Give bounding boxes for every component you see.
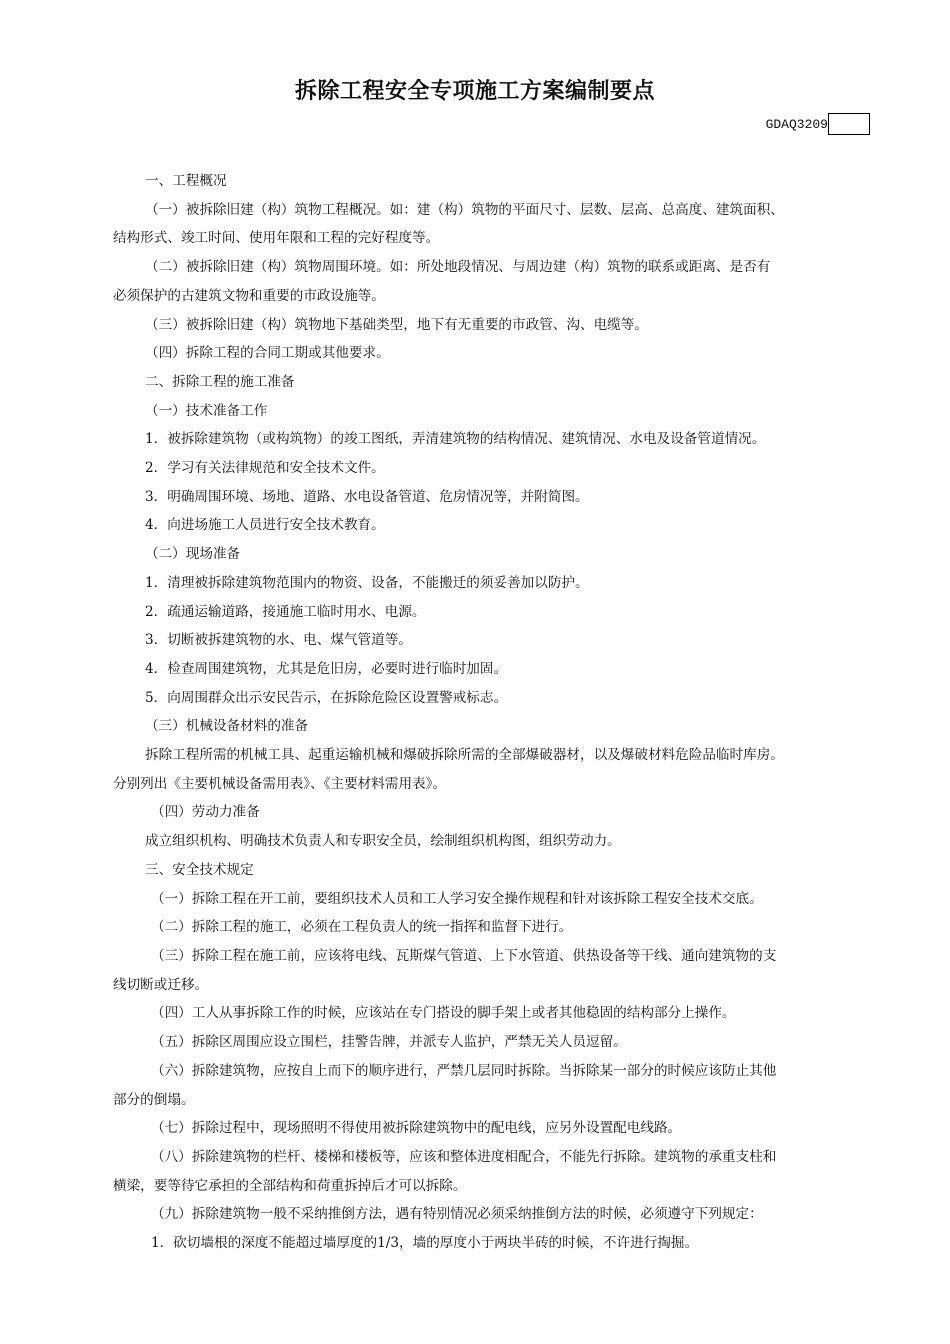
- text-line: 4．检查周围建筑物，尤其是危旧房，必要时进行临时加固。: [145, 660, 508, 677]
- text-line: 分别列出《主要机械设备需用表》、《主要材料需用表》。: [113, 775, 447, 792]
- text-line: 1．砍切墙根的深度不能超过墙厚度的1/3，墙的厚度小于两块半砖的时候，不许进行掏掘。: [151, 1235, 699, 1252]
- text-line: 1．清理被拆除建筑物范围内的物资、设备，不能搬迁的须妥善加以防护。: [145, 574, 589, 591]
- text-line: 4．向进场施工人员进行安全技术教育。: [145, 517, 385, 534]
- document-code: GDAQ3209: [765, 116, 828, 132]
- text-line: （五）拆除区周围应设立围栏，挂警告牌，并派专人监护，严禁无关人员逗留。: [151, 1034, 627, 1051]
- text-line: 一、工程概况: [145, 173, 227, 189]
- text-line: （四）工人从事拆除工作的时候，应该站在专门搭设的脚手架上或者其他稳固的结构部分上操作。: [151, 1005, 736, 1022]
- text-line: 3．切断被拆建筑物的水、电、煤气管道等。: [145, 632, 412, 649]
- text-line: 成立组织机构、明确技术负责人和专职安全员，绘制组织机构图，组织劳动力。: [145, 833, 621, 850]
- text-line: （一）技术准备工作: [145, 402, 268, 419]
- text-line: 三、安全技术规定: [145, 861, 254, 878]
- document-code-field: [766, 113, 870, 135]
- text-line: 必须保护的古建筑文物和重要的市政设施等。: [113, 287, 385, 304]
- text-line: 3．明确周围环境、场地、道路、水电设备管道、危房情况等，并附简图。: [145, 488, 589, 505]
- text-line: 2．学习有关法律规范和安全技术文件。: [145, 460, 385, 477]
- text-line: 横梁，要等待它承担的全部结构和荷重拆掉后才可以拆除。: [113, 1177, 467, 1194]
- text-line: （四）劳动力准备: [151, 804, 260, 821]
- text-line: （七）拆除过程中，现场照明不得使用被拆除建筑物中的配电线，应另外设置配电线路。: [151, 1120, 682, 1137]
- text-line: （四）拆除工程的合同工期或其他要求。: [145, 345, 390, 362]
- text-line: （三）拆除工程在施工前，应该将电线、瓦斯煤气管道、上下水管道、供热设备等干线、通向建筑物的支: [151, 947, 777, 964]
- text-line: （二）现场准备: [145, 546, 241, 563]
- text-line: （六）拆除建筑物，应按自上而下的顺序进行，严禁几层同时拆除。当拆除某一部分的时候应该防止其他: [151, 1062, 777, 1079]
- text-line: 1．被拆除建筑物（或构筑物）的竣工图纸，弄清建筑物的结构情况、建筑情况、水电及设备管道情况。: [145, 431, 766, 448]
- text-line: （二）被拆除旧建（构）筑物周围环境。如：所处地段情况、与周边建（构）筑物的联系或距离、是否有: [145, 259, 771, 276]
- text-line: 线切断或迁移。: [113, 976, 209, 993]
- text-line: 部分的倒塌。: [113, 1091, 195, 1108]
- text-line: 2．疏通运输道路，接通施工临时用水、电源。: [145, 603, 426, 620]
- text-line: （三）机械设备材料的准备: [145, 718, 309, 735]
- text-line: （一）拆除工程在开工前，要组织技术人员和工人学习安全操作规程和针对该拆除工程安全技术交底。: [151, 890, 763, 907]
- document-title: 拆除工程安全专项施工方案编制要点: [294, 79, 655, 104]
- text-line: 二、拆除工程的施工准备: [145, 373, 295, 390]
- text-line: （一）被拆除旧建（构）筑物工程概况。如：建（构）筑物的平面尺寸、层数、层高、总高度、建筑面积、: [145, 201, 784, 218]
- text-line: （三）被拆除旧建（构）筑物地下基础类型，地下有无重要的市政管、沟、电缆等。: [145, 316, 648, 333]
- text-line: 5．向周围群众出示安民告示，在拆除危险区设置警戒标志。: [145, 689, 508, 706]
- document-code-box: [828, 113, 870, 135]
- text-line: （八）拆除建筑物的栏杆、楼梯和楼板等，应该和整体进度相配合，不能先行拆除。建筑物的承重支柱和: [151, 1148, 777, 1165]
- text-line: 结构形式、竣工时间、使用年限和工程的完好程度等。: [113, 230, 440, 247]
- document-body: [113, 167, 897, 1258]
- text-line: 拆除工程所需的机械工具、起重运输机械和爆破拆除所需的全部爆破器材，以及爆破材料危险品临时库房。: [145, 747, 784, 764]
- text-line: （二）拆除工程的施工，必须在工程负责人的统一指挥和监督下进行。: [151, 919, 573, 936]
- text-line: （九）拆除建筑物一般不采纳推倒方法，遇有特别情况必须采纳推倒方法的时候，必须遵守下列规定：: [151, 1206, 763, 1223]
